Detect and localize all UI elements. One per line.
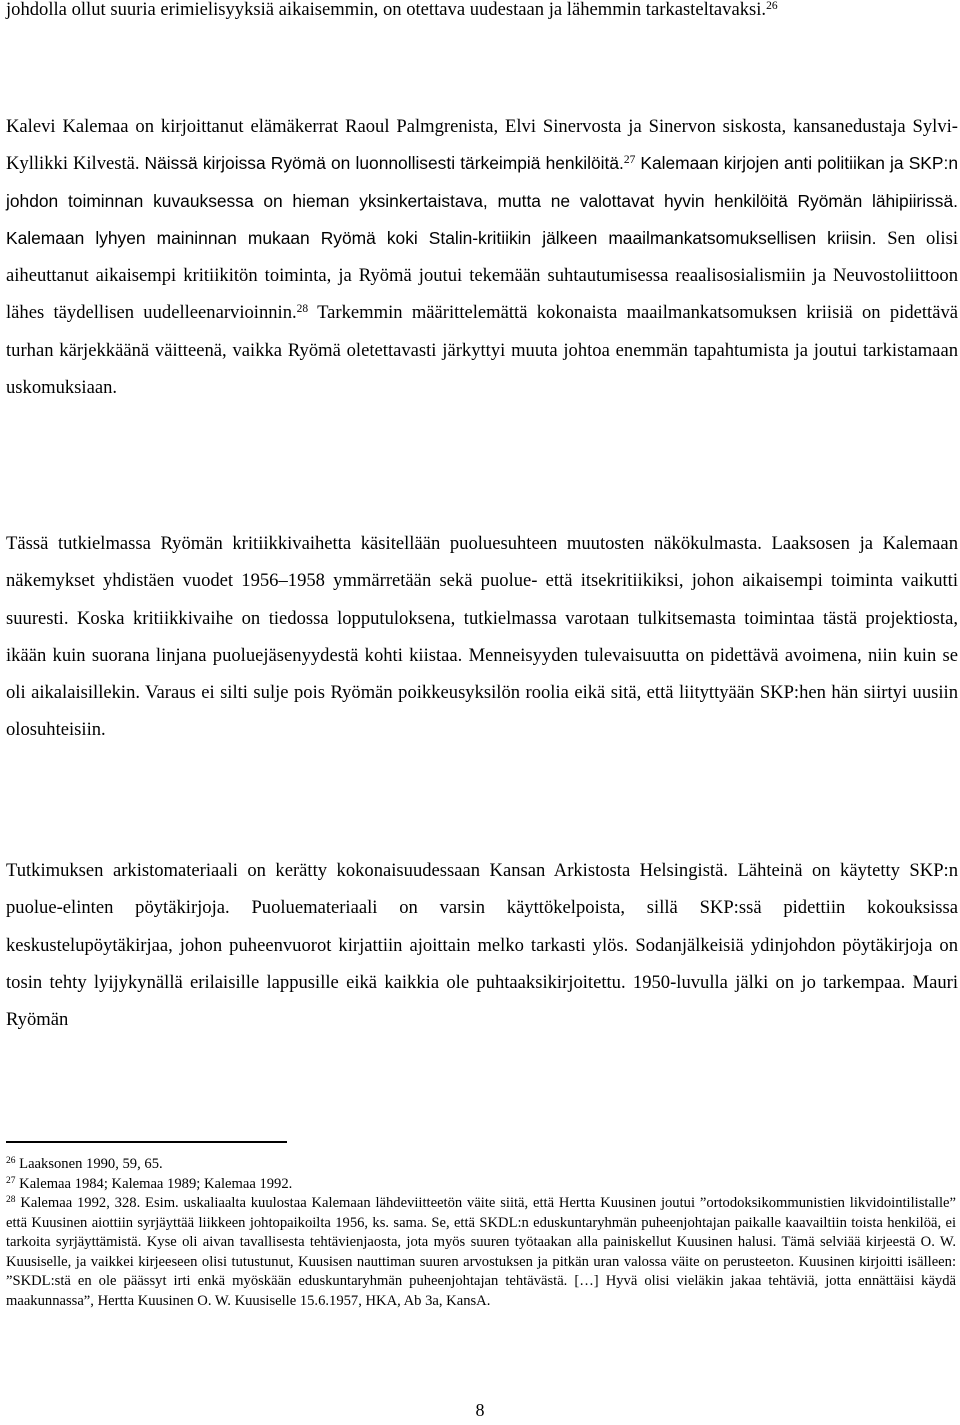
paragraph-2-text-c: Kalemaan kirjojen anti politiikan ja SKP:n johdon toiminnan kuvauksessa on hieman yksinkertaistava, mutta ne valottavat hyvin henkilöitä Ryömän lähipiirissä. Kalemaan lyhyen maininnan mukaan Ryömä koki Stalin-kritiikin jälkeen maailmankatsomuksellisen kriisin. [6,153,958,248]
footnotes [6,1155,956,1311]
footnote-divider [6,1141,287,1143]
footnote-27 [6,1175,956,1195]
paragraph-1-text: johdolla ollut suuria erimielisyyksiä aikaisemmin, on otettava uudestaan ja lähemmin tarkasteltavaksi. [6,0,767,20]
footnote-number: 27 [6,1175,16,1186]
paragraph-3 [6,525,958,749]
footnote-ref-26: 26 [766,0,778,12]
paragraph-4-text-a: Tutkimuksen arkistomateriaali on kerätty kokonaisuudessaan Kansan Arkistosta Helsingistä. Lähteinä on käytetty SKP:n puolue-elinten pöytäkirjoja. [6,860,958,919]
footnote-ref-28: 28 [296,303,309,316]
paragraph-2-text-b: Näissä kirjoissa Ryömä on luonnollisesti tärkeimpiä henkilöitä. [144,153,624,174]
paragraph-1 [6,0,958,28]
paragraph-2-text-a: Kalevi Kalemaa on kirjoittanut elämäkerrat Raoul Palmgrenista, Elvi Sinervosta ja Sinervon siskosta, kansanedustaja Sylvi-Kyllikki Kilvestä. [6,116,958,175]
footnote-26 [6,1155,956,1175]
paragraph-4 [6,852,958,1038]
paragraph-2-text-e: Tarkemmin määrittelemättä kokonaista maailmankatsomuksen kriisiä on pidettävä turhan kärjekkäänä väitteenä, vaikka Ryömä oletettavasti järkyttyi muuta johtoa enemmän tapahtumista ja joutui tarkistamaan uskomuksiaan. [6,302,959,399]
footnote-28 [6,1194,956,1311]
footnote-text: Kalemaa 1992, 328. Esim. uskaliaalta kuulostaa Kalemaan lähdeviitteetön väite siitä, että Hertta Kuusinen joutui ”ortodoksikommunistien likvidointilistalle” että Kuusinen aiottiin syrjäyttää liikkeen johtopaikoilta 1956, ks. sama. Se, että SKDL:n eduskuntaryhmän puheenjohtajan paikalle kaavailtiin toista henkilöä, ei tarkoita syrjäyttämistä. Kyse oli aivan tavallisesta tehtävienjaosta, jota myös suuren työtaakan alla painiskellut Kuusinen halusi. Tämä selviää kirjeestä O. W. Kuusiselle, ja vaikkei kirjeeseen olisi tutustunut, Kuusisen nauttiman suuren arvostuksen ja pitkän uran valossa väite on perusteeton. Kuusinen kirjoitti isälleen: ”SKDL:stä en ole päässyt irti enkä myöskään eduskuntaryhmän puheenjohtajan tehtävästä. […] Hyvä olisi vieläkin jakaa tehtäviä, jotta ennättäisi käydä maakunnassa”, Hertta Kuusinen O. W. Kuusiselle 15.6.1957, HKA, Ab 3a, KansA. [6,1195,956,1309]
paragraph-4-text-b: Puoluemateriaali on varsin käyttökelpoista, sillä SKP:ssä pidettiin kokouksissa keskustelupöytäkirjaa, johon puheenvuorot kirjattiin ajoittain melko tarkasti ylös. Sodanjälkeisiä ydinjohdon pöytäkirjoja on tosin tehty lyijykynällä erilaisille lappusille eikä kaikkia ole puhtaaksikirjoitettu. 1950-luvulla jälki on jo tarkempaa. Mauri Ryömän [6,897,958,1031]
footnote-number: 26 [6,1156,16,1166]
footnote-text: Laaksonen 1990, 59, 65. [19,1156,163,1172]
page-number: 8 [475,1400,485,1420]
paragraph-2 [6,108,958,406]
footnote-number: 28 [6,1195,16,1205]
footnote-ref-27: 27 [623,154,636,167]
paragraph-2-text-d: Sen olisi aiheuttanut aikaisempi kritiikitön toiminta, ja Ryömä joutui tekemään suhtautumisessa reaalisosialismiin ja Neuvostoliittoon lähes täydellisen uudelleenarvioinnin. [6,227,958,324]
paragraph-3-text-a: Tässä tutkielmassa Ryömän kritiikkivaihetta käsitellään puoluesuhteen muutosten näkökulmasta. Laaksosen ja Kalemaan näkemykset yhdistäen vuodet 1956–1958 ymmärretään sekä puolue- että itsekritiikiksi, johon aikaisempi toiminta vaikutti suuresti. [6,533,958,629]
paragraph-3-text-b: Koska kritiikkivaihe on tiedossa lopputuloksena, tutkielmassa varotaan tulkitsemasta toimintaa tästä projektiosta, ikään kuin suorana linjana puoluejäsenyydestä kohti kiistaa. Menneisyyden tulevaisuutta on pidettävä avoimena, niin kuin se oli aikalaisillekin. Varaus ei silti sulje pois Ryömän poikkeusyksilön roolia eikä sitä, että liityttyään SKP:hen hän siirtyi uusiin olosuhteisiin. [6,607,958,741]
footnote-text: Kalemaa 1984; Kalemaa 1989; Kalemaa 1992. [19,1175,293,1192]
